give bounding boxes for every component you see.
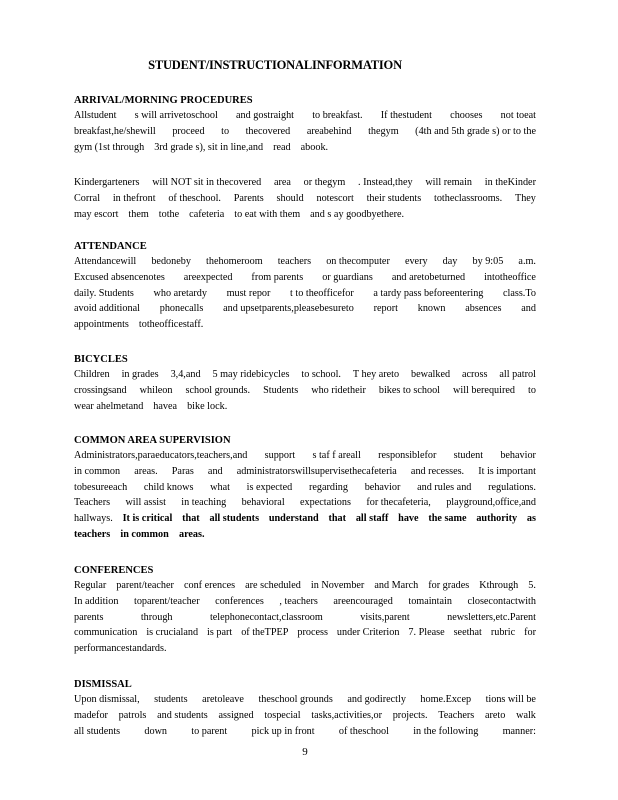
text-fragment: phonecalls <box>159 303 204 315</box>
text-line <box>74 448 536 464</box>
text-fragment: tospecial <box>264 709 301 721</box>
text-fragment: what <box>210 481 230 493</box>
text-fragment: areencouraged <box>333 595 393 607</box>
text-fragment: proceed <box>172 125 205 137</box>
text-fragment: 5 may ridebicycles <box>212 369 290 380</box>
text-line <box>74 175 536 191</box>
text-fragment: hallways. <box>74 513 113 525</box>
text-line <box>74 610 536 626</box>
text-fragment: under Criterion <box>336 627 400 639</box>
text-fragment: manner: <box>502 725 536 737</box>
text-fragment: and gostraight <box>236 110 295 121</box>
text-fragment: and recesses. <box>410 465 465 477</box>
text-fragment: It is important <box>478 465 536 477</box>
text-fragment: Kthrough <box>479 580 519 591</box>
text-line <box>74 317 536 333</box>
text-fragment: must repor <box>226 287 271 299</box>
text-fragment: and upsetparents,pleasebesureto <box>223 303 354 315</box>
bold-fragment: authority <box>476 513 518 525</box>
text-fragment: Upon dismissal, <box>74 694 140 705</box>
text-line <box>74 399 536 415</box>
text-fragment: Teachers <box>438 709 475 721</box>
text-fragment: in the following <box>413 725 479 737</box>
text-fragment: every <box>404 256 428 267</box>
page-number: 9 <box>302 746 308 758</box>
text-line <box>74 578 536 594</box>
page-title: STUDENT/INSTRUCTIONALINFORMATION <box>148 58 402 72</box>
text-fragment: by 9:05 <box>472 256 504 267</box>
text-fragment: In addition <box>74 595 119 607</box>
text-fragment: Allstudent <box>74 110 117 121</box>
text-line <box>74 383 536 399</box>
text-fragment: Parents <box>233 192 264 204</box>
text-fragment: areas. <box>134 465 158 477</box>
text-line <box>74 495 536 511</box>
text-fragment: pick up in front <box>251 725 315 737</box>
text-fragment: Corral <box>74 192 101 204</box>
text-fragment: will NOT sit in thecovered <box>152 177 262 188</box>
text-fragment: may escort <box>74 208 119 220</box>
text-fragment: rubric <box>490 627 516 639</box>
text-fragment: who ridetheir <box>311 384 366 396</box>
text-fragment: responsiblefor <box>378 450 437 461</box>
bold-fragment: all students <box>209 513 260 525</box>
text-fragment: and godirectly <box>347 694 406 705</box>
bold-fragment: all staff <box>355 513 389 525</box>
text-fragment: through <box>140 611 173 623</box>
text-fragment: crossingsand <box>74 384 127 396</box>
section-heading: COMMON AREA SUPERVISION <box>74 435 231 446</box>
text-fragment: areexpected <box>183 271 233 283</box>
text-fragment: report <box>373 303 398 315</box>
text-fragment: breakfast,he/shewill <box>74 125 156 137</box>
text-fragment: whileon <box>139 384 173 396</box>
text-line <box>74 367 536 383</box>
bold-fragment: as <box>526 513 536 525</box>
text-fragment: tasks,activities,or <box>311 709 382 721</box>
text-fragment: to school. <box>301 369 341 380</box>
text-fragment: a tardy pass beforeentering <box>373 287 484 299</box>
text-fragment: thehomeroom <box>206 256 263 267</box>
text-line <box>74 140 536 156</box>
bold-fragment: It is critical <box>122 513 173 525</box>
section-attendance <box>74 240 536 333</box>
text-fragment: and students <box>157 709 208 721</box>
text-fragment: areto <box>485 709 506 721</box>
text-fragment: in thefront <box>112 192 156 204</box>
text-fragment: aretoleave <box>202 694 244 705</box>
text-fragment: T hey areto <box>352 369 400 380</box>
text-fragment: (4th and 5th grade s) or to the <box>415 125 536 137</box>
text-fragment: is expected <box>246 481 293 493</box>
text-line <box>74 708 536 724</box>
text-fragment: conferences <box>215 595 264 607</box>
text-fragment: expectations <box>300 497 351 509</box>
text-fragment: to parent <box>191 725 228 737</box>
text-fragment: administratorswillsupervisethecafeteria <box>236 465 397 477</box>
text-fragment: thegym <box>368 125 399 137</box>
text-fragment: projects. <box>392 709 428 721</box>
text-fragment: behavioral <box>241 497 285 509</box>
text-fragment: read <box>273 141 291 153</box>
text-fragment: class.To <box>503 287 536 299</box>
text-fragment: notescort <box>316 192 354 204</box>
text-fragment: on thecomputer <box>326 256 390 267</box>
text-fragment: regarding <box>308 481 348 493</box>
text-fragment: will remain <box>425 177 473 188</box>
text-fragment: areabehind <box>306 125 352 137</box>
text-fragment: thecovered <box>245 125 291 137</box>
text-fragment: known <box>417 303 446 315</box>
text-fragment: student <box>453 450 484 461</box>
text-fragment: their students <box>366 192 422 204</box>
text-fragment: down <box>144 725 168 737</box>
text-fragment: chooses <box>450 110 483 121</box>
text-fragment: Children <box>74 369 110 380</box>
text-fragment: is part <box>207 627 233 639</box>
text-fragment: Attendancewill <box>74 256 137 267</box>
text-fragment: and rules and <box>417 481 472 493</box>
text-fragment: s will arrivetoschool <box>134 110 218 121</box>
text-fragment: closecontactwith <box>467 595 536 607</box>
text-fragment: tomaintain <box>408 595 452 607</box>
text-fragment: parents <box>74 611 104 623</box>
text-fragment: If thestudent <box>380 110 432 121</box>
bold-fragment: understand <box>268 513 319 525</box>
text-fragment: for grades <box>428 580 470 591</box>
text-fragment: of theschool <box>338 725 389 737</box>
text-fragment: playground,office,and <box>446 497 536 509</box>
text-fragment: should <box>276 192 304 204</box>
text-line <box>74 207 536 223</box>
text-fragment: 7. Please <box>408 627 445 639</box>
section-heading: ARRIVAL/MORNING PROCEDURES <box>74 95 253 106</box>
text-fragment: across <box>462 369 488 380</box>
section-arrival <box>74 94 536 155</box>
text-fragment: totheofficestaff. <box>138 319 204 331</box>
text-fragment: seethat <box>453 627 482 639</box>
text-line <box>74 480 536 496</box>
text-line <box>74 108 536 124</box>
text-fragment: absences <box>465 303 502 315</box>
section-heading: CONFERENCES <box>74 565 154 576</box>
text-fragment: 5. <box>528 580 536 591</box>
text-fragment: gym (1st through <box>74 141 145 153</box>
text-line <box>74 191 536 207</box>
text-fragment: of theTPEP <box>241 627 289 639</box>
text-line <box>74 692 536 708</box>
text-line <box>74 464 536 480</box>
text-fragment: toparent/teacher <box>133 595 200 607</box>
text-fragment: performancestandards. <box>74 643 167 655</box>
text-fragment: tions will be <box>485 694 536 705</box>
text-fragment: Teachers <box>74 497 111 509</box>
text-fragment: in theKinder <box>484 177 536 188</box>
text-fragment: regulations. <box>488 481 536 493</box>
text-fragment: from parents <box>251 271 304 283</box>
section-bicycles <box>74 353 536 414</box>
text-fragment: Kindergarteners <box>74 177 140 188</box>
text-line <box>74 254 536 270</box>
text-fragment: patrols <box>118 709 147 721</box>
text-fragment: not toeat <box>500 110 536 121</box>
section-dismissal <box>74 678 536 739</box>
section-conferences <box>74 564 536 657</box>
text-fragment: s taf f areall <box>312 450 361 461</box>
bold-fragment: that <box>182 513 200 525</box>
text-fragment: behavior <box>364 481 401 493</box>
text-line <box>74 724 536 740</box>
text-fragment: day <box>442 256 458 267</box>
text-fragment: visits,parent <box>360 611 410 623</box>
text-line <box>74 641 536 657</box>
text-fragment: and aretobeturned <box>391 271 466 283</box>
text-fragment: 3,4,and <box>170 369 201 380</box>
text-fragment: communication <box>74 627 138 639</box>
text-fragment: newsletters,etc.Parent <box>447 611 536 623</box>
text-fragment: to <box>221 125 230 137</box>
text-line <box>74 270 536 286</box>
text-fragment: Regular <box>74 580 107 591</box>
text-fragment: for <box>524 627 536 639</box>
text-fragment: to breakfast. <box>312 110 363 121</box>
text-fragment: a.m. <box>518 256 536 267</box>
section-arrival-kindergarten <box>74 175 536 222</box>
text-line <box>74 594 536 610</box>
text-fragment: appointments <box>74 319 129 331</box>
text-fragment: theschool grounds <box>258 694 333 705</box>
text-line-bold: teachers in common areas. <box>74 528 205 540</box>
text-fragment: tobesureeach <box>74 481 128 493</box>
text-fragment: Administrators,paraeducators,teachers,and <box>74 450 248 461</box>
text-line <box>74 301 536 317</box>
text-fragment: home.Excep <box>420 694 472 705</box>
text-fragment: bikes to school <box>378 384 440 396</box>
text-fragment: and <box>521 303 536 315</box>
section-common-area <box>74 434 536 543</box>
bold-fragment: the same <box>428 513 467 525</box>
text-fragment: assigned <box>218 709 254 721</box>
text-fragment: telephonecontact,classroom <box>209 611 323 623</box>
text-fragment: all students <box>74 725 121 737</box>
text-fragment: or thegym <box>303 177 346 188</box>
text-fragment: who aretardy <box>153 287 207 299</box>
text-fragment: child knows <box>143 481 194 493</box>
text-fragment: avoid additional <box>74 303 140 315</box>
text-fragment: parent/teacher <box>116 580 174 591</box>
text-fragment: to eat with them <box>234 208 301 220</box>
text-fragment: t to theofficefor <box>290 287 354 299</box>
text-fragment: They <box>514 192 536 204</box>
text-fragment: area <box>273 177 291 188</box>
text-fragment: bedoneby <box>151 256 191 267</box>
text-fragment: and <box>207 465 223 477</box>
text-fragment: and March <box>374 580 419 591</box>
text-fragment: daily. Students <box>74 287 134 299</box>
text-fragment: . Instead,they <box>357 177 413 188</box>
text-line <box>74 625 536 641</box>
section-heading: ATTENDANCE <box>74 241 147 252</box>
text-fragment: will berequired <box>453 384 515 396</box>
text-line <box>74 286 536 302</box>
text-fragment: in November <box>310 580 365 591</box>
bold-fragment: have <box>398 513 419 525</box>
text-fragment: bewalked <box>411 369 451 380</box>
text-fragment: 3rd grade s), sit in line,and <box>154 141 264 153</box>
text-fragment: bike lock. <box>187 400 228 412</box>
text-fragment: is crucialand <box>146 627 199 639</box>
text-fragment: for thecafeteria, <box>366 497 431 509</box>
text-fragment: school grounds. <box>185 384 251 396</box>
text-fragment: Students <box>263 384 299 396</box>
text-fragment: of theschool. <box>168 192 221 204</box>
text-fragment: process <box>297 627 328 639</box>
text-fragment: conf erences <box>183 580 236 591</box>
text-fragment: madefor <box>74 709 108 721</box>
text-fragment: will assist <box>125 497 166 509</box>
text-fragment: them <box>128 208 149 220</box>
text-fragment: intotheoffice <box>484 271 536 283</box>
text-fragment: abook. <box>300 141 329 153</box>
text-fragment: behavior <box>500 450 536 461</box>
text-fragment: teachers <box>277 256 312 267</box>
section-heading: BICYCLES <box>74 354 128 365</box>
text-fragment: havea <box>153 400 178 412</box>
text-line-bold <box>74 511 536 527</box>
text-fragment: support <box>264 450 296 461</box>
text-fragment: , teachers <box>279 595 318 607</box>
text-fragment: students <box>154 694 188 705</box>
text-fragment: tothe <box>158 208 180 220</box>
text-fragment: in teaching <box>181 497 227 509</box>
section-heading: DISMISSAL <box>74 679 132 690</box>
text-fragment: or guardians <box>322 271 373 283</box>
text-fragment: walk <box>516 709 536 721</box>
text-fragment: all patrol <box>499 369 536 380</box>
text-fragment: and s ay goodbyethere. <box>310 208 405 220</box>
text-fragment: Excused absencenotes <box>74 271 165 283</box>
text-fragment: totheclassrooms. <box>433 192 503 204</box>
text-fragment: in common <box>74 465 121 477</box>
text-fragment: to <box>528 384 536 396</box>
text-fragment: wear ahelmetand <box>74 400 144 412</box>
text-fragment: cafeteria <box>189 208 225 220</box>
bold-fragment: that <box>328 513 347 525</box>
text-fragment: are scheduled <box>245 580 301 591</box>
text-fragment: Paras <box>171 465 194 477</box>
text-fragment: in grades <box>121 369 159 380</box>
text-line <box>74 124 536 140</box>
